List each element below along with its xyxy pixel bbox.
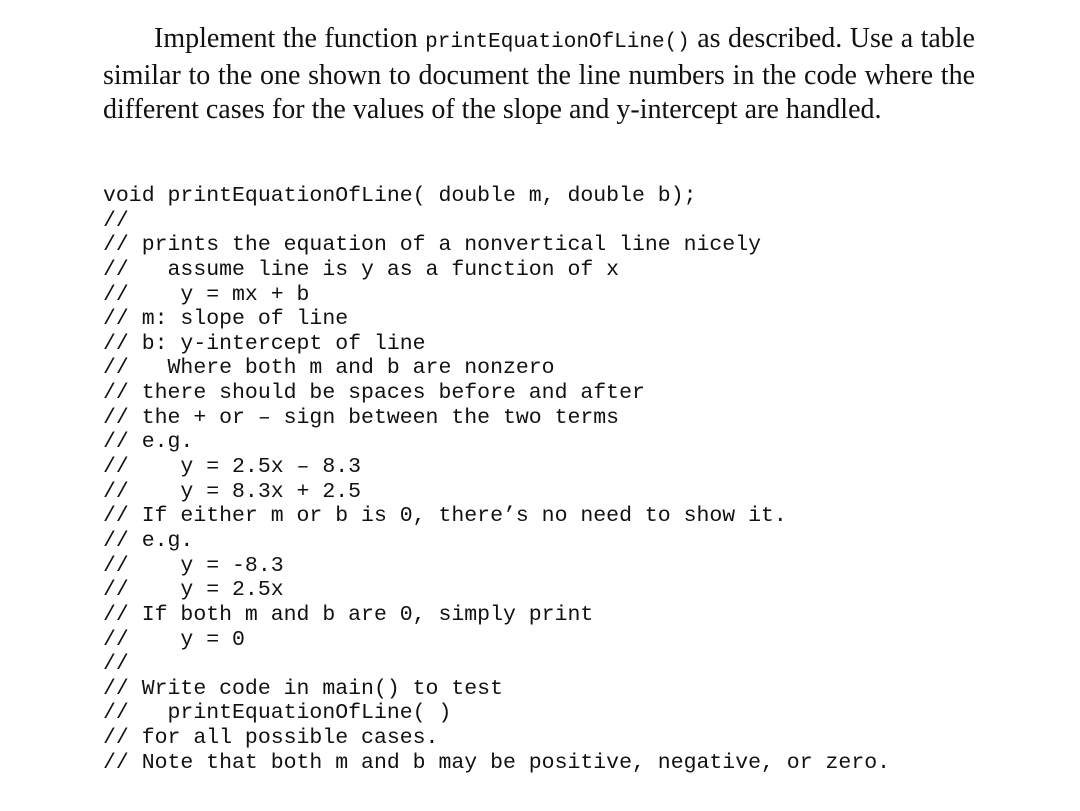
- code-line: // y = 0: [103, 627, 245, 652]
- code-line: // y = -8.3: [103, 553, 284, 578]
- function-name-code: printEquationOfLine(): [425, 31, 690, 54]
- code-line: // If both m and b are 0, simply print: [103, 602, 594, 627]
- document-page: [103, 22, 975, 775]
- code-line: // printEquationOfLine( ): [103, 701, 452, 726]
- code-line: //: [103, 208, 129, 233]
- code-block: [103, 184, 975, 775]
- code-line: // b: y-intercept of line: [103, 331, 426, 356]
- code-line: // y = 8.3x + 2.5: [103, 479, 362, 504]
- code-line: // e.g.: [103, 528, 194, 553]
- code-line: // Note that both m and b may be positive, negative, or zero.: [103, 750, 891, 775]
- code-line: // for all possible cases.: [103, 726, 439, 751]
- code-line: // m: slope of line: [103, 307, 349, 332]
- code-line: // y = 2.5x: [103, 578, 284, 603]
- code-line: // Write code in main() to test: [103, 676, 503, 701]
- code-line: //: [103, 652, 129, 677]
- code-line: // If either m or b is 0, there’s no need to show it.: [103, 504, 787, 529]
- code-line: // Where both m and b are nonzero: [103, 356, 555, 381]
- code-line: // prints the equation of a nonvertical line nicely: [103, 233, 762, 258]
- code-line: // there should be spaces before and after: [103, 381, 645, 406]
- code-line: // e.g.: [103, 430, 194, 455]
- code-line: // y = mx + b: [103, 282, 310, 307]
- code-line: // y = 2.5x – 8.3: [103, 455, 362, 480]
- code-line: void printEquationOfLine( double m, double b);: [103, 184, 697, 208]
- instructions-paragraph: [103, 22, 975, 126]
- instructions-text-before: Implement the function: [154, 23, 426, 54]
- code-line: // assume line is y as a function of x: [103, 257, 620, 282]
- instructions-text-after: as described. Use a table similar to the one shown to document the line numbers in the code where the different cases for the values of the slope and y-intercept are handled.: [103, 23, 975, 125]
- code-line: // the + or – sign between the two terms: [103, 405, 620, 430]
